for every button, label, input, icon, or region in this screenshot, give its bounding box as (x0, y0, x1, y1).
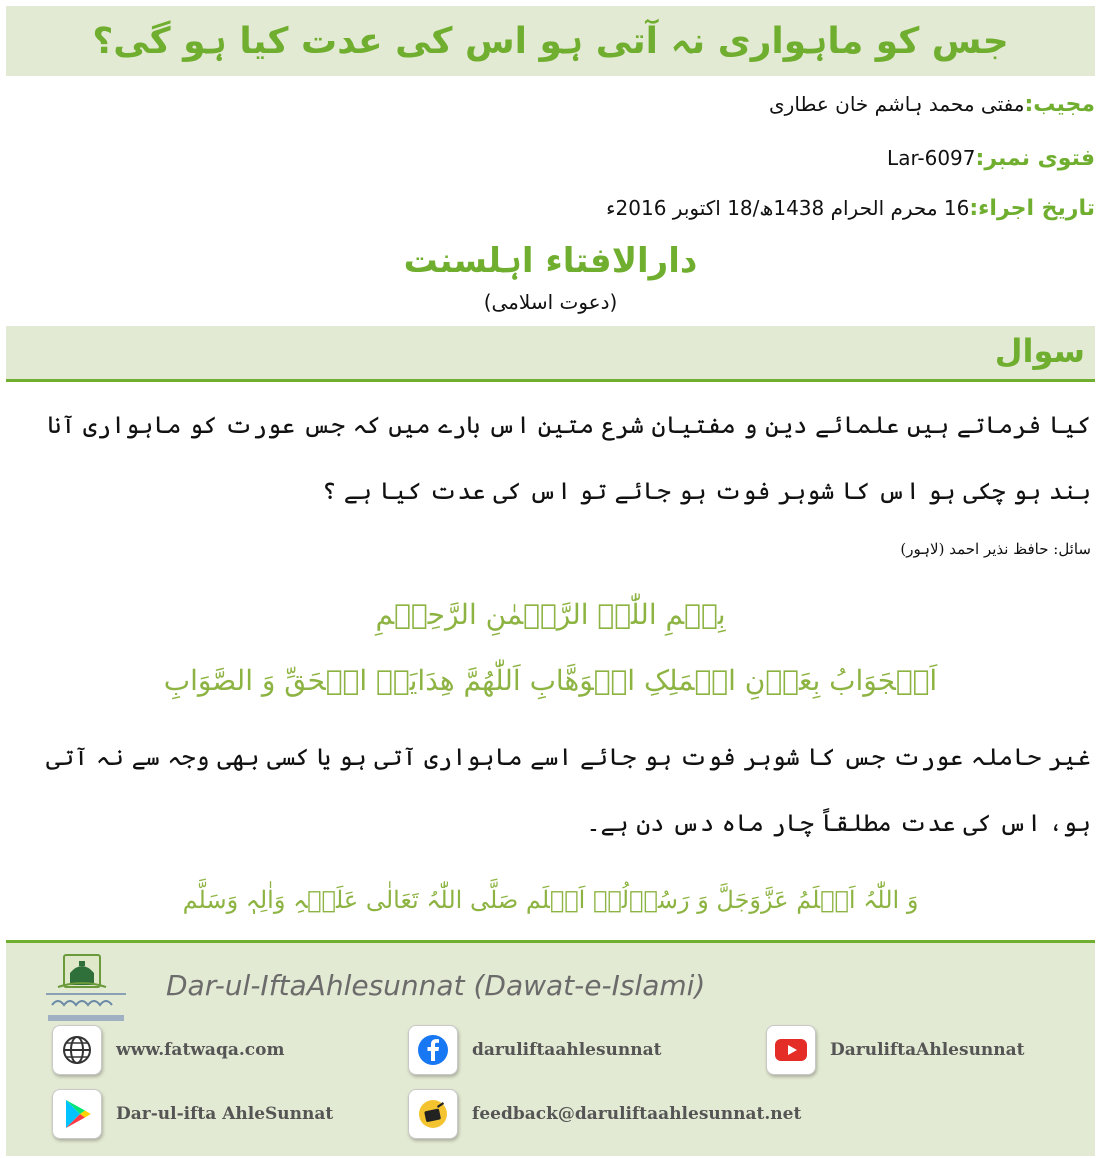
answer-opening: اَلۡجَوَابُ بِعَوۡنِ الۡمَلِکِ الۡوَھَّابِ اَللّٰھُمَّ ھِدَایَۃَ الۡحَقِّ وَ الصَّوَابِ (163, 664, 938, 697)
closing-dua: وَ اللّٰہُ اَعۡلَمُ عَزَّوَجَلَّ وَ رَسُوۡلُہٗ اَعۡلَم صَلَّی اللّٰہُ تَعَالٰی عَلَیۡہِ وَاٰلِہٖ وَسَلَّم (182, 886, 919, 914)
bismillah: بِسۡمِ اللّٰہِ الرَّحۡمٰنِ الرَّحِیۡمِ (375, 598, 726, 631)
email-text: feedback@daruliftaahlesunnat.net (472, 1104, 802, 1124)
globe-icon (52, 1025, 102, 1075)
playstore-link[interactable] (52, 1089, 333, 1139)
answer-text: غیر حاملہ عورت جس کا شوہر فوت ہو جائے اسے ماہواری آتی ہو یا کسی بھی وجہ سے نہ آتی ہو، اس کی عدت مطلقاً چار ماہ دس دن ہے۔ (46, 743, 1091, 837)
facebook-text: daruliftaahlesunnat (472, 1040, 662, 1060)
question-section-header (6, 326, 1095, 382)
play-store-icon (52, 1089, 102, 1139)
youtube-link[interactable] (766, 1025, 1025, 1075)
website-text: www.fatwaqa.com (116, 1040, 285, 1060)
youtube-text: DaruliftaAhlesunnat (830, 1040, 1025, 1060)
question-text: کیا فرماتے ہیں علمائے دین و مفتیان شرع متین اس بارے میں کہ جس عورت کو ماہواری آنا بند ہو چکی ہو اس کا شوہر فوت ہو جائے تو اس کی عدت کیا ہے ؟ (47, 411, 1091, 505)
asker-name: سائل: حافظ نذیر احمد (لاہور) (900, 540, 1091, 558)
issue-date-value: 16 محرم الحرام 1438ھ/18 اکتوبر 2016ء (606, 196, 970, 220)
question-heading: سوال (994, 332, 1085, 370)
facebook-icon (408, 1025, 458, 1075)
institute-subtitle: (دعوت اسلامی) (483, 290, 618, 314)
fatwa-number-value: Lar-6097 (887, 146, 976, 170)
institute-name: دارالافتاء اہلسنت (403, 241, 698, 281)
page-title: جس کو ماہواری نہ آتی ہو اس کی عدت کیا ہو گی؟ (92, 20, 1009, 62)
mail-icon (408, 1089, 458, 1139)
footer (6, 943, 1095, 1156)
facebook-link[interactable] (408, 1025, 661, 1075)
mujeeb-label: مجیب: (1024, 92, 1095, 117)
issue-date-label: تاریخ اجراء: (969, 196, 1095, 221)
title-bar (6, 6, 1095, 76)
fatwa-number-label: فتوی نمبر: (975, 146, 1095, 171)
youtube-icon (766, 1025, 816, 1075)
playstore-text: Dar-ul-ifta AhleSunnat (116, 1104, 334, 1124)
email-link[interactable] (408, 1089, 801, 1139)
mujeeb-line (769, 92, 1095, 117)
fatwa-number-line (887, 146, 1095, 171)
mujeeb-value: مفتی محمد ہاشم خان عطاری (769, 92, 1025, 116)
footer-title: Dar-ul-IftaAhlesunnat (Dawat-e-Islami) (166, 969, 706, 1002)
website-link[interactable] (52, 1025, 284, 1075)
darulifta-logo-icon (42, 953, 152, 1025)
issue-date-line (606, 196, 1095, 221)
